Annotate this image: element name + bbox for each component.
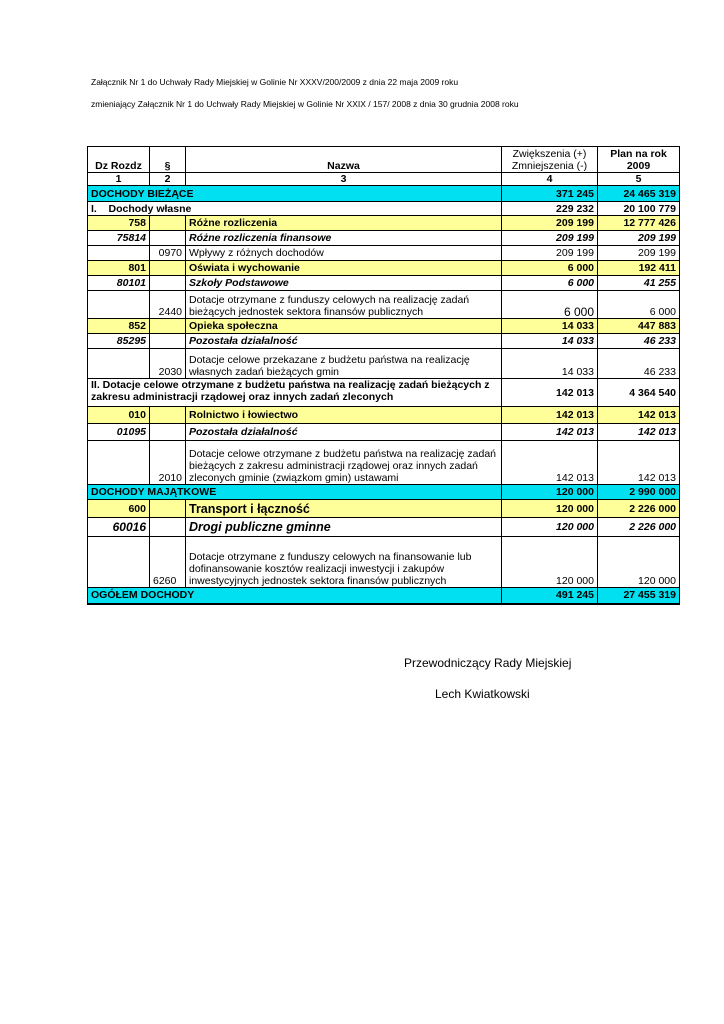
- header-line-1: Załącznik Nr 1 do Uchwały Rady Miejskiej w Golinie Nr XXXV/200/2009 z dnia 22 maja 2009 roku: [91, 77, 459, 87]
- plan-value: 4 364 540: [598, 379, 680, 407]
- paragraf-name: Dotacje celowe otrzymane z budżetu państwa na realizację zadań bieżących z zakresu administracji rządowej oraz innych zadań zleconych gminie (związkom gmin) ustawami: [186, 441, 502, 485]
- empty-cell: [150, 424, 186, 441]
- table-row-paragraf-0970: [88, 246, 680, 261]
- section-label: DOCHODY MAJĄTKOWE: [88, 485, 502, 500]
- change-value: 6 000: [502, 261, 598, 276]
- rozdzial-name: Różne rozliczenia finansowe: [186, 231, 502, 246]
- dzial-code: 600: [88, 500, 150, 518]
- rozdzial-code: 60016: [88, 518, 150, 537]
- plan-value: 46 233: [598, 349, 680, 379]
- change-value: 120 000: [502, 518, 598, 537]
- change-value: 120 000: [502, 537, 598, 588]
- paragraf-name: Dotacje celowe przekazane z budżetu państwa na realizację własnych zadań bieżących gmin: [186, 349, 502, 379]
- table-row-dochody-majatkowe: [88, 485, 680, 500]
- dzial-name: Transport i łączność: [186, 500, 502, 518]
- col-header-changes-line-1: Zwiększenia (+): [512, 148, 587, 160]
- empty-cell: [150, 231, 186, 246]
- table-header-row: [88, 147, 680, 173]
- plan-value: 6 000: [598, 291, 680, 319]
- dzial-code: 801: [88, 261, 150, 276]
- change-value: 142 013: [502, 379, 598, 407]
- dzial-code: 852: [88, 319, 150, 334]
- plan-value: 120 000: [598, 537, 680, 588]
- change-value: 14 033: [502, 349, 598, 379]
- rozdzial-code: 75814: [88, 231, 150, 246]
- col-number: 3: [186, 173, 502, 186]
- change-value: 120 000: [502, 500, 598, 518]
- section-label: OGÓŁEM DOCHODY: [88, 588, 502, 604]
- change-value: 229 232: [502, 202, 598, 216]
- change-value: 14 033: [502, 334, 598, 349]
- col-header-plan-line-2: 2009: [626, 160, 651, 172]
- rozdzial-name: Szkoły Podstawowe: [186, 276, 502, 291]
- rozdzial-code: 80101: [88, 276, 150, 291]
- change-value: 6 000: [502, 276, 598, 291]
- rozdzial-name: Pozostała działalność: [186, 334, 502, 349]
- empty-cell: [88, 441, 150, 485]
- dzial-name: Rolnictwo i łowiectwo: [186, 407, 502, 424]
- rozdzial-name: Drogi publiczne gminne: [186, 518, 502, 537]
- plan-value: 142 013: [598, 424, 680, 441]
- plan-value: 46 233: [598, 334, 680, 349]
- section-label: II. Dotacje celowe otrzymane z budżetu państwa na realizację zadań bieżących z zakresu administracji rządowej oraz innych zadań zleconych: [88, 379, 502, 407]
- plan-value: 41 255: [598, 276, 680, 291]
- empty-cell: [150, 276, 186, 291]
- col-header-plan-line-1: Plan na rok: [610, 148, 667, 160]
- change-value: 209 199: [502, 231, 598, 246]
- change-value: 142 013: [502, 407, 598, 424]
- col-number: 1: [88, 173, 150, 186]
- table-row-rozdzial-85295: [88, 334, 680, 349]
- table-row-dotacje-celowe: [88, 379, 680, 407]
- dzial-name: Opieka społeczna: [186, 319, 502, 334]
- table-row-rozdzial-80101: [88, 276, 680, 291]
- table-row-rozdzial-01095: [88, 424, 680, 441]
- empty-cell: [88, 291, 150, 319]
- empty-cell: [150, 319, 186, 334]
- plan-value: 2 990 000: [598, 485, 680, 500]
- plan-value: 27 455 319: [598, 588, 680, 604]
- empty-cell: [150, 407, 186, 424]
- rozdzial-code: 85295: [88, 334, 150, 349]
- change-value: 209 199: [502, 246, 598, 261]
- header-line-2: zmieniający Załącznik Nr 1 do Uchwały Rady Miejskiej w Golinie Nr XXIX / 157/ 2008 z dnia 30 grudnia 2008 roku: [91, 99, 519, 109]
- col-header-paragraph: §: [150, 147, 186, 173]
- empty-cell: [150, 500, 186, 518]
- table-row-dochody-wlasne: [88, 202, 680, 216]
- empty-cell: [88, 349, 150, 379]
- paragraf-code: 0970: [150, 246, 186, 261]
- table-row-rozdzial-75814: [88, 231, 680, 246]
- table-row-paragraf-2010: [88, 441, 680, 485]
- dzial-name: Różne rozliczenia: [186, 216, 502, 231]
- table-row-ogolem: [88, 588, 680, 604]
- signature-title: Przewodniczący Rady Miejskiej: [404, 656, 572, 670]
- empty-cell: [150, 216, 186, 231]
- col-number: 2: [150, 173, 186, 186]
- paragraf-code: 2010: [150, 441, 186, 485]
- budget-table: [87, 146, 680, 605]
- table-row-rozdzial-60016: [88, 518, 680, 537]
- empty-cell: [88, 537, 150, 588]
- plan-value: 142 013: [598, 441, 680, 485]
- change-value: 142 013: [502, 424, 598, 441]
- table-row-paragraf-6260: [88, 537, 680, 588]
- empty-cell: [150, 518, 186, 537]
- col-header-dz-rozdz: Dz Rozdz: [88, 147, 150, 173]
- section-label: I. Dochody własne: [88, 202, 502, 216]
- col-header-nazwa: Nazwa: [186, 147, 502, 173]
- empty-cell: [150, 334, 186, 349]
- section-label: DOCHODY BIEŻĄCE: [88, 186, 502, 202]
- plan-value: 447 883: [598, 319, 680, 334]
- plan-value: 2 226 000: [598, 500, 680, 518]
- change-value: 209 199: [502, 216, 598, 231]
- rozdzial-name: Pozostała działalność: [186, 424, 502, 441]
- col-number: 5: [598, 173, 680, 186]
- table-row-paragraf-2440: [88, 291, 680, 319]
- col-header-plan: [598, 147, 680, 173]
- paragraf-code: 2440: [150, 291, 186, 319]
- change-value: 142 013: [502, 441, 598, 485]
- table-row-dzial-801: [88, 261, 680, 276]
- paragraf-name: Dotacje otrzymane z funduszy celowych na finansowanie lub dofinansowanie kosztów realizacji inwestycji i zakupów inwestycyjnych jednostek sektora finansów publicznych: [186, 537, 502, 588]
- signature-name: Lech Kwiatkowski: [435, 687, 530, 701]
- paragraf-name: Wpływy z różnych dochodów: [186, 246, 502, 261]
- col-number: 4: [502, 173, 598, 186]
- plan-value: 209 199: [598, 246, 680, 261]
- dzial-code: 758: [88, 216, 150, 231]
- plan-value: 12 777 426: [598, 216, 680, 231]
- col-header-changes-line-2: Zmniejszenia (-): [511, 160, 588, 172]
- dzial-code: 010: [88, 407, 150, 424]
- rozdzial-code: 01095: [88, 424, 150, 441]
- change-value: 491 245: [502, 588, 598, 604]
- plan-value: 2 226 000: [598, 518, 680, 537]
- empty-cell: [88, 246, 150, 261]
- change-value: 371 245: [502, 186, 598, 202]
- column-number-row: [88, 173, 680, 186]
- paragraf-code: 2030: [150, 349, 186, 379]
- table-row-paragraf-2030: [88, 349, 680, 379]
- col-header-changes: [502, 147, 598, 173]
- table-row-dochody-biezace: [88, 186, 680, 202]
- table-row-dzial-758: [88, 216, 680, 231]
- paragraf-name: Dotacje otrzymane z funduszy celowych na realizację zadań bieżących jednostek sektora finansów publicznych: [186, 291, 502, 319]
- plan-value: 20 100 779: [598, 202, 680, 216]
- empty-cell: [150, 261, 186, 276]
- plan-value: 142 013: [598, 407, 680, 424]
- change-value: 120 000: [502, 485, 598, 500]
- table-row-dzial-600: [88, 500, 680, 518]
- plan-value: 192 411: [598, 261, 680, 276]
- plan-value: 24 465 319: [598, 186, 680, 202]
- dzial-name: Oświata i wychowanie: [186, 261, 502, 276]
- plan-value: 209 199: [598, 231, 680, 246]
- paragraf-code: 6260: [150, 537, 186, 588]
- change-value: 6 000: [502, 291, 598, 319]
- table-row-dzial-852: [88, 319, 680, 334]
- change-value: 14 033: [502, 319, 598, 334]
- table-row-dzial-010: [88, 407, 680, 424]
